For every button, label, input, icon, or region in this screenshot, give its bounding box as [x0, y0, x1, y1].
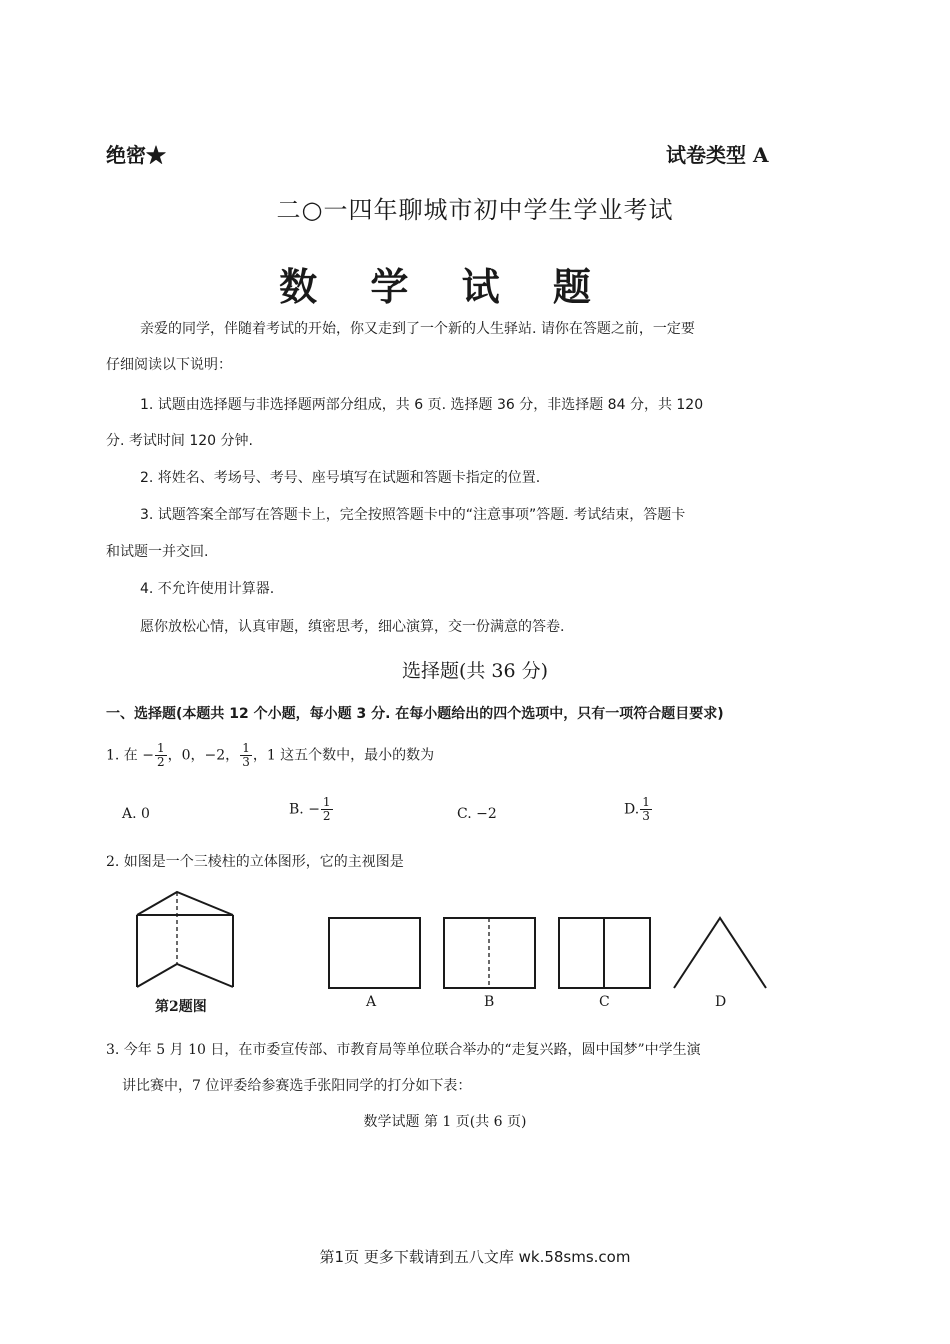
q1-fraction-2-den: 3: [242, 755, 250, 769]
q2-option-b-figure: [444, 918, 535, 988]
q2-option-a-figure: [329, 918, 420, 988]
site-footer: 第1页 更多下载请到五八文库 wk.58sms.com: [319, 1248, 631, 1266]
q1-mid: ，0，−2，: [167, 747, 240, 764]
q1-fraction-1-num: 1: [157, 741, 165, 755]
instruction-1b: 分. 考试时间 120 分钟.: [106, 433, 253, 449]
q1-option-a: A. 0: [122, 806, 150, 822]
q2-prism-figure: [137, 892, 233, 987]
paper-type: 试卷类型 A: [666, 143, 769, 167]
intro-wish: 愿你放松心情，认真审题，缜密思考，细心演算，交一份满意的答卷.: [140, 619, 565, 635]
section-instruction: 一、选择题(本题共 12 个小题，每小题 3 分. 在每小题给出的四个选项中，只有一项符合题目要求): [106, 706, 724, 722]
q1-option-b-den: 2: [322, 809, 331, 823]
q2-option-d-figure: [674, 918, 766, 988]
exam-subtitle: 二○一四年聊城市初中学生学业考试: [276, 196, 674, 224]
instruction-2: 2. 将姓名、考场号、考号、座号填写在试题和答题卡指定的位置.: [140, 470, 541, 486]
section-heading: 选择题(共 36 分): [401, 660, 549, 682]
intro-greeting-2: 仔细阅读以下说明：: [106, 357, 232, 373]
q2-figures: [120, 880, 780, 1030]
q2-label-d: D: [715, 994, 727, 1010]
q1-suffix: ，1 这五个数中，最小的数为: [252, 747, 435, 764]
q1-option-d-den: 3: [642, 809, 650, 823]
q1-fraction-2-num: 1: [242, 741, 250, 755]
q1-option-b: [289, 796, 334, 823]
page-info: 数学试题 第 1 页(共 6 页): [363, 1114, 527, 1130]
q1-option-b-prefix: B. −: [289, 801, 320, 818]
q1-option-d-fraction: [640, 796, 652, 823]
question-3-line-1: 3. 今年 5 月 10 日，在市委宣传部、市教育局等单位联合举办的“走复兴路，圆中国梦”中学生演: [106, 1042, 701, 1058]
q1-fraction-1: [155, 742, 167, 769]
question-1: [106, 742, 434, 769]
question-2: 2. 如图是一个三棱柱的立体图形，它的主视图是: [106, 854, 404, 870]
question-3-line-2: 讲比赛中，7 位评委给参赛选手张阳同学的打分如下表：: [122, 1078, 472, 1094]
q2-figure-caption: 第2题图: [155, 999, 207, 1015]
q1-option-b-fraction: [321, 796, 333, 823]
q2-option-c-figure: [559, 918, 650, 988]
q1-option-d-num: 1: [642, 795, 650, 809]
q2-label-c: C: [599, 994, 610, 1010]
instruction-4: 4. 不允许使用计算器.: [140, 581, 275, 597]
instruction-3b: 和试题一并交回.: [106, 544, 209, 560]
q1-option-c: C. −2: [457, 806, 497, 822]
q1-option-d-prefix: D.: [624, 801, 640, 818]
q2-label-a: A: [366, 994, 377, 1010]
q1-option-b-num: 1: [322, 795, 331, 809]
instruction-3a: 3. 试题答案全部写在答题卡上，完全按照答题卡中的“注意事项”答题. 考试结束，答题卡: [140, 507, 686, 523]
q1-fraction-1-den: 2: [157, 755, 165, 769]
exam-title: 数 学 试 题: [279, 264, 611, 309]
secret-label: 绝密★: [106, 143, 166, 167]
q2-label-b: B: [484, 994, 495, 1010]
instruction-1a: 1. 试题由选择题与非选择题两部分组成，共 6 页. 选择题 36 分，非选择题 84 分，共 120: [140, 397, 704, 413]
q1-fraction-2: [240, 742, 252, 769]
intro-greeting-1: 亲爱的同学，伴随着考试的开始，你又走到了一个新的人生驿站. 请你在答题之前，一定要: [140, 321, 695, 337]
q1-prefix: 1. 在 −: [106, 747, 154, 764]
q1-option-d: [624, 796, 653, 823]
